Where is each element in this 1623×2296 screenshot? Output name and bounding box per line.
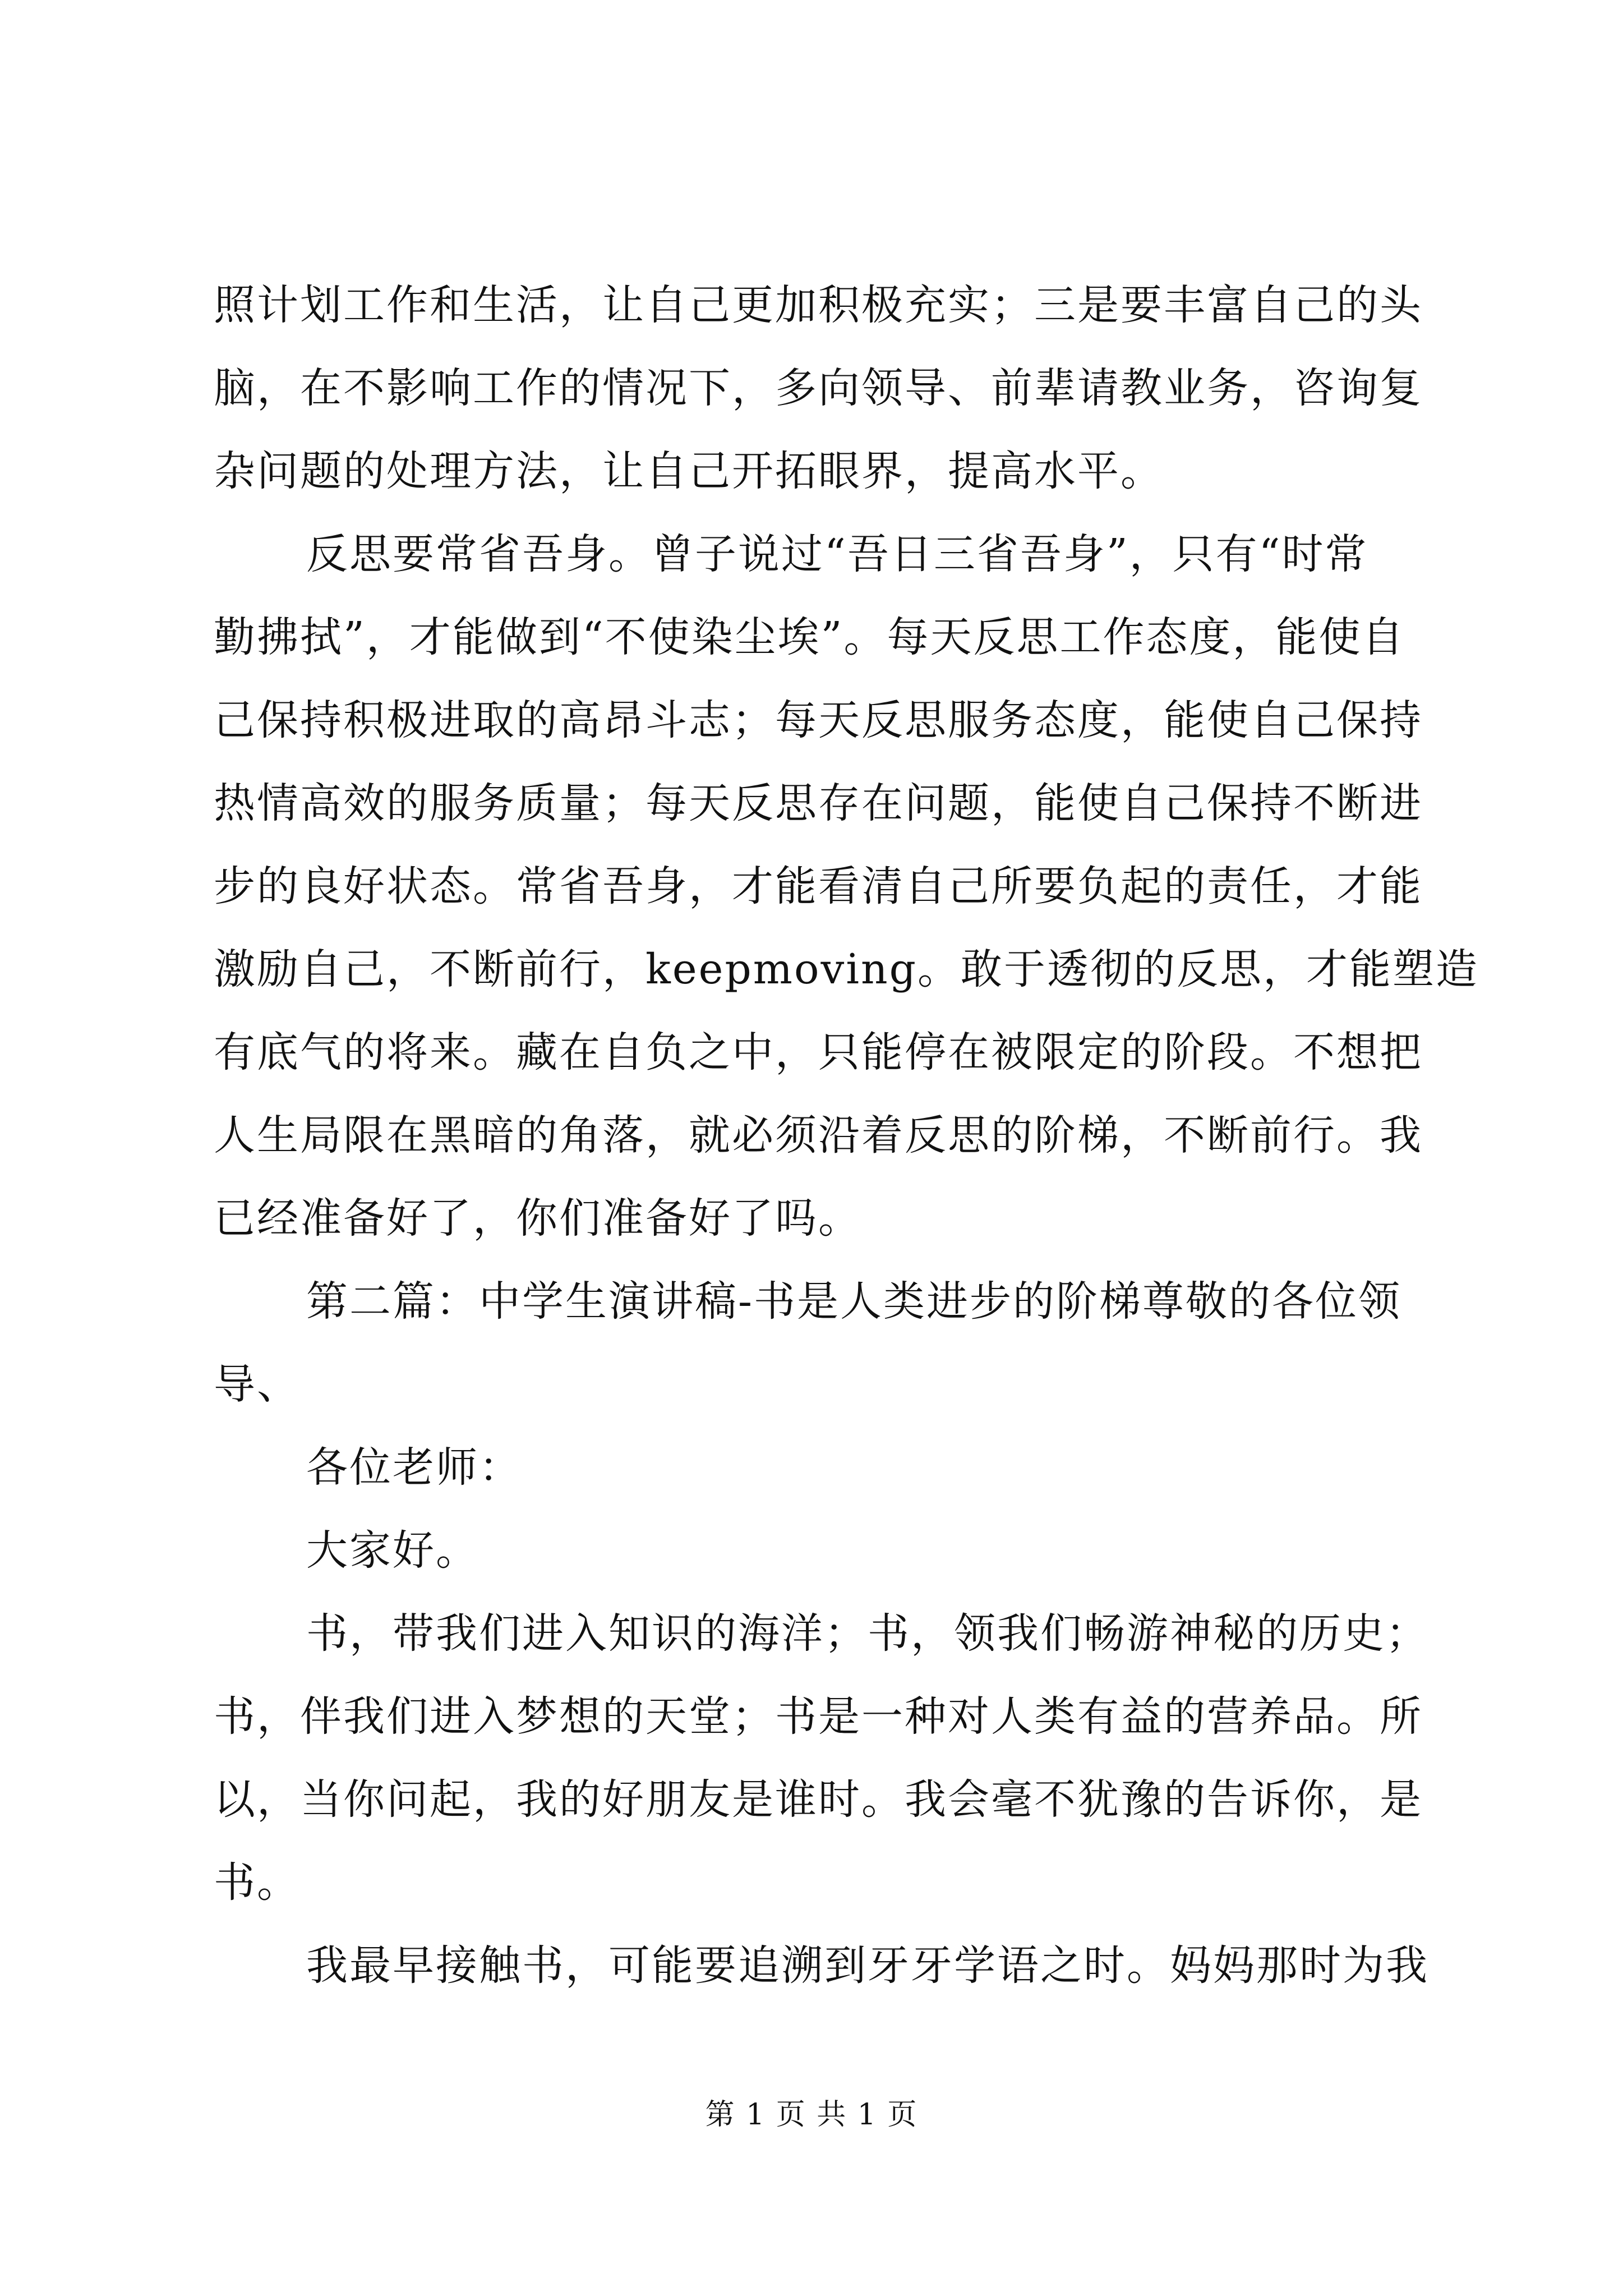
text-line: 照计划工作和生活，让自己更加积极充实；三是要丰富自己的头 [214,281,1423,329]
text-line: 热情高效的服务质量；每天反思存在问题，能使自己保持不断进 [214,779,1423,827]
text-line: 导、 [214,1360,300,1409]
text-line: 己保持积极进取的高昂斗志；每天反思服务态度，能使自己保持 [214,696,1423,744]
text-line: 激励自己，不断前行，keepmoving。敢于透彻的反思，才能塑造 [214,945,1479,993]
text-line: 脑，在不影响工作的情况下，多向领导、前辈请教业务，咨询复 [214,364,1423,412]
document-body [214,264,1479,2007]
salutation-line: 各位老师： [306,1443,522,1492]
text-line: 已经准备好了，你们准备好了吗。 [214,1194,861,1243]
text-line: 书，伴我们进入梦想的天堂；书是一种对人类有益的营养品。所 [214,1692,1423,1741]
text-line: 以，当你问起，我的好朋友是谁时。我会毫不犹豫的告诉你，是 [214,1775,1423,1824]
text-line: 步的良好状态。常省吾身，才能看清自己所要负起的责任，才能 [214,862,1423,910]
section-heading-line: 第二篇：中学生演讲稿-书是人类进步的阶梯尊敬的各位领 [306,1277,1402,1326]
text-line: 杂问题的处理方法，让自己开拓眼界，提高水平。 [214,447,1164,495]
paragraph-start-line: 我最早接触书，可能要追溯到牙牙学语之时。妈妈那时为我 [306,1941,1429,1990]
text-line: 人生局限在黑暗的角落，就必须沿着反思的阶梯，不断前行。我 [214,1111,1423,1159]
text-line: 书。 [214,1858,300,1907]
greeting-line: 大家好。 [306,1526,479,1575]
text-line: 勤拂拭”，才能做到“不使染尘埃”。每天反思工作态度，能使自 [214,613,1405,661]
paragraph-start-line: 书，带我们进入知识的海洋；书，领我们畅游神秘的历史； [306,1609,1429,1658]
page-footer: 第 1 页 共 1 页 [705,2098,918,2132]
text-line: 有底气的将来。藏在自负之中，只能停在被限定的阶段。不想把 [214,1028,1423,1076]
paragraph-start-line: 反思要常省吾身。曾子说过“吾日三省吾身”，只有“时常 [306,530,1368,578]
